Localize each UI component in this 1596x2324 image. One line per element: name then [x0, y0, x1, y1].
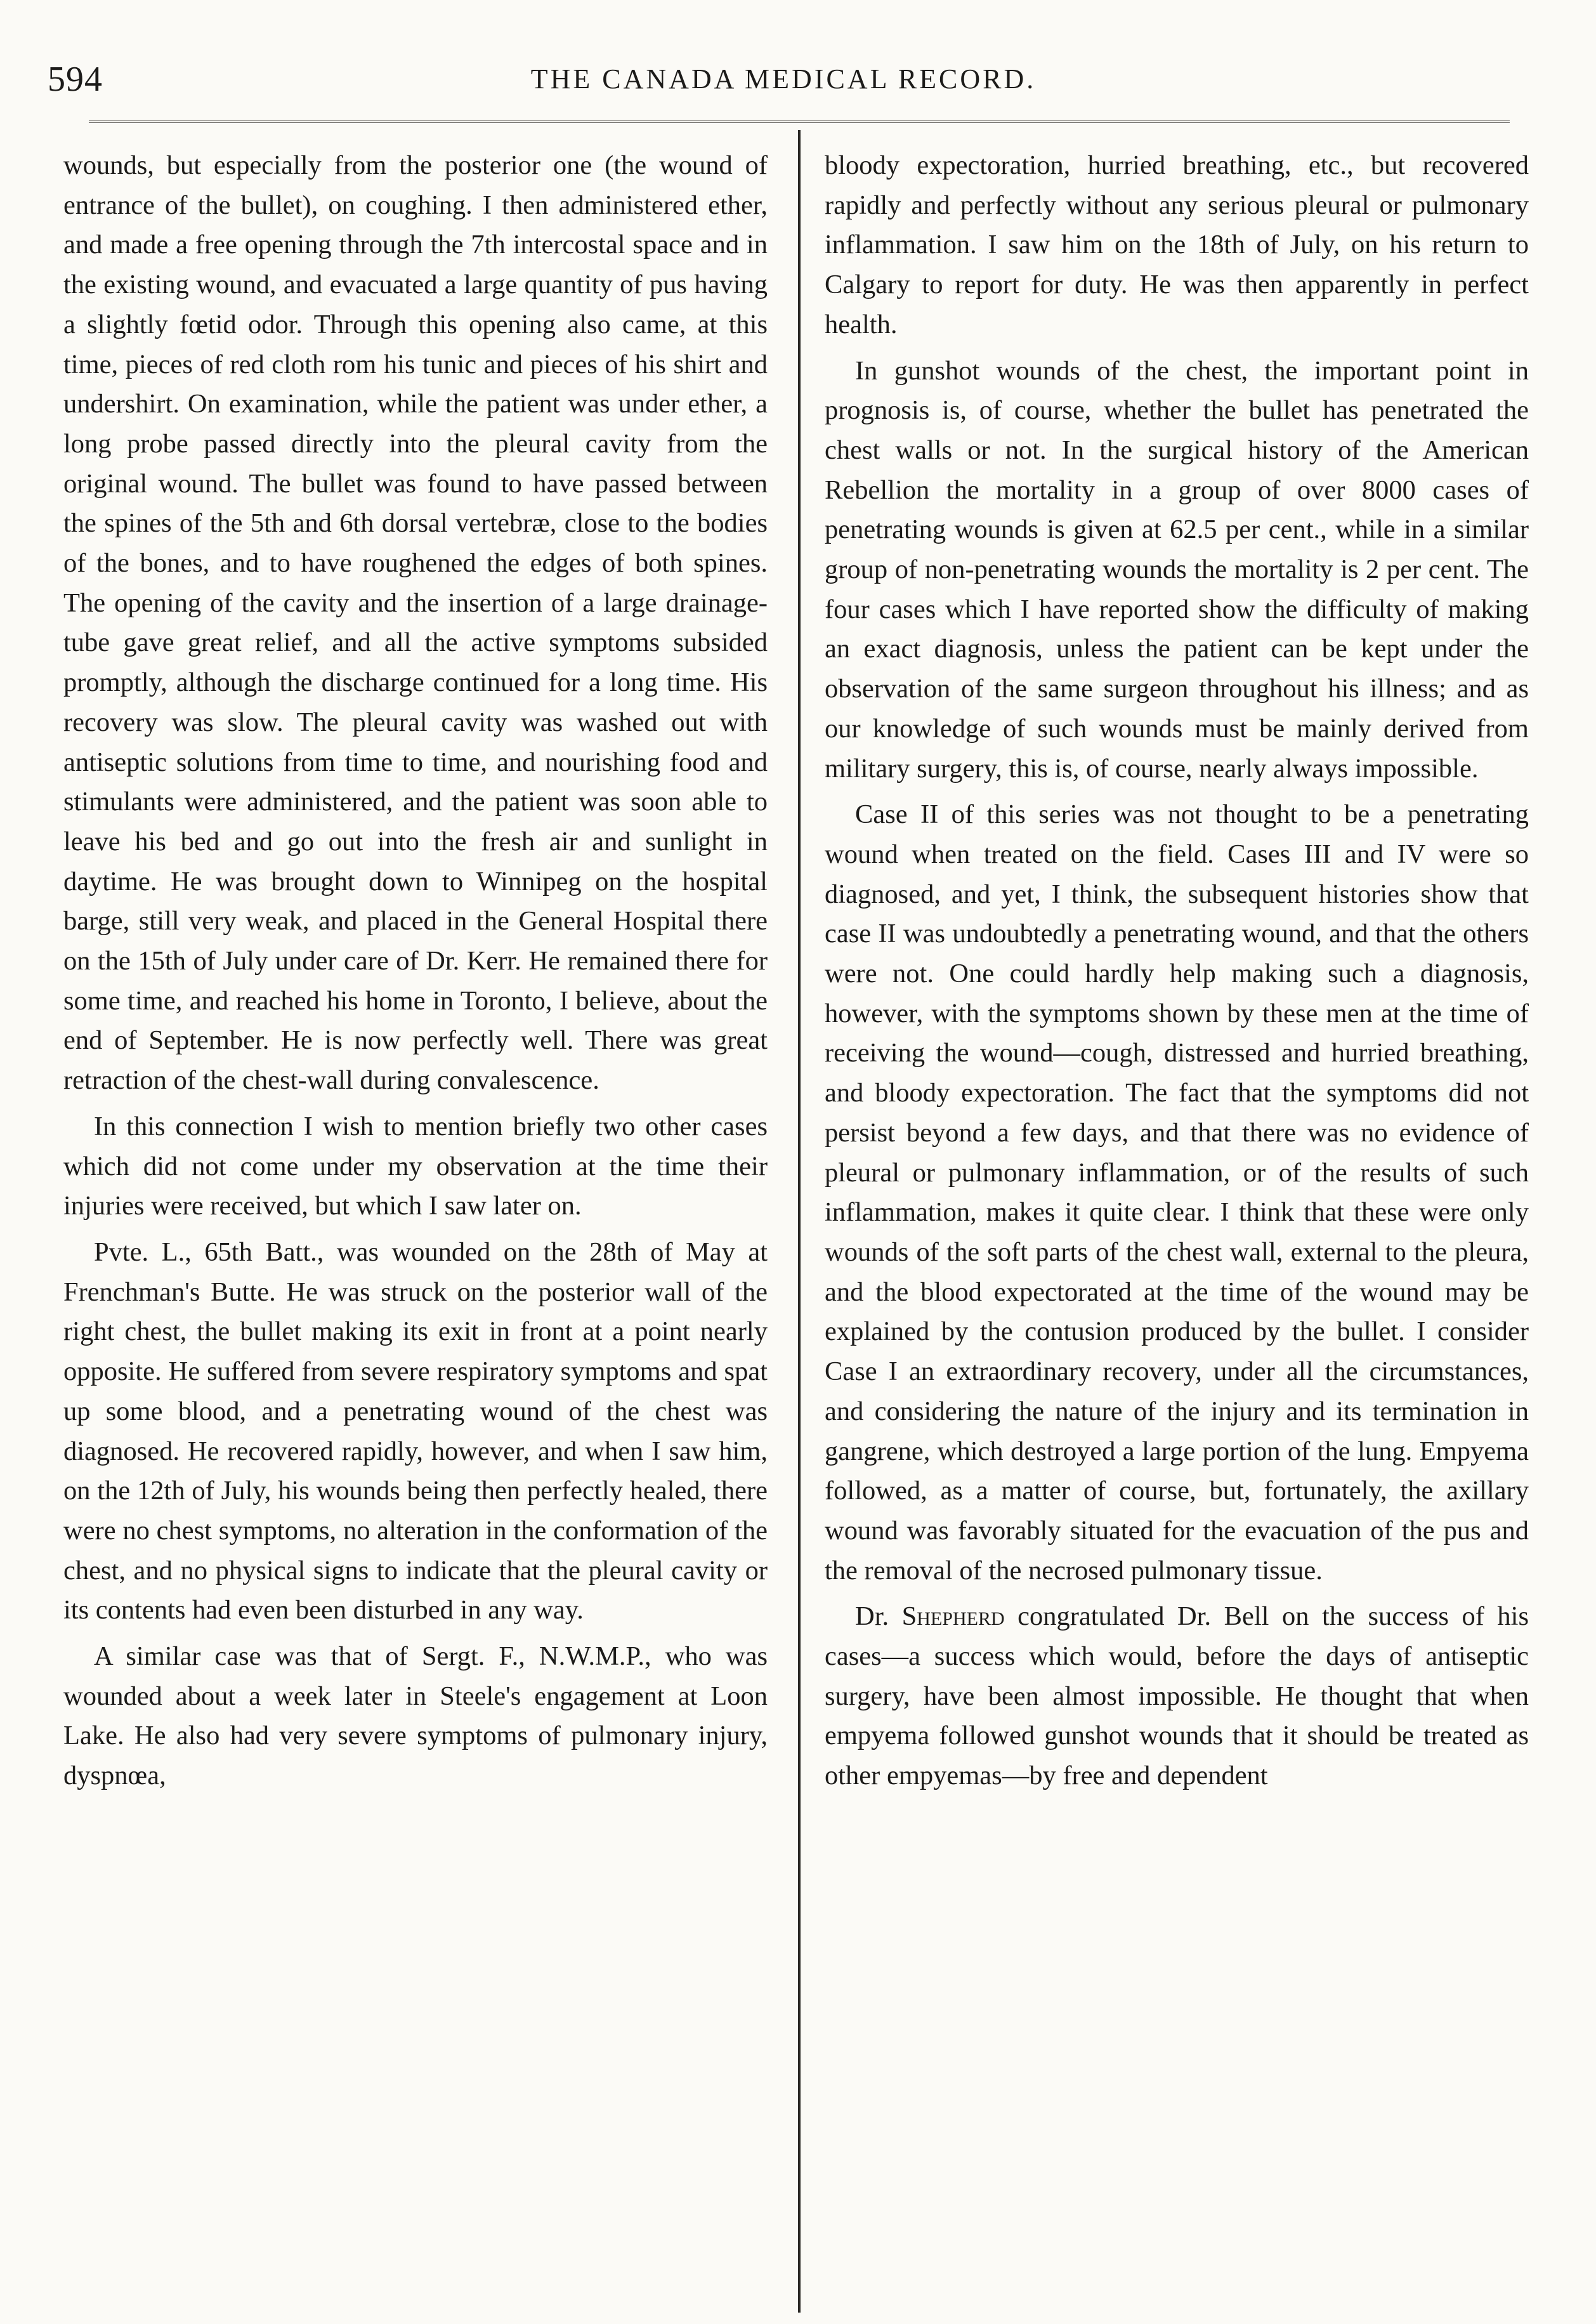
- page-header: [48, 51, 1519, 108]
- column-divider: [798, 130, 801, 2313]
- paragraph-continuation: wounds, but especially from the posterior one (the wound of entrance of the bullet), on coughing. I then administered ether, and made a free opening through the 7th intercostal space and in the existing wound, and evacuated a large quantity of pus having a slightly fœtid odor. Through this opening also came, at this time, pieces of red cloth rom his tunic and pieces of his shirt and undershirt. On examination, while the patient was under ether, a long probe passed directly into the pleural cavity from the original wound. The bullet was found to have passed between the spines of the 5th and 6th dorsal vertebræ, close to the bodies of the bones, and to have roughened the edges of both spines. The opening of the cavity and the insertion of a large drainage-tube gave great relief, and all the active symptoms subsided promptly, although the discharge continued for a long time. His recovery was slow. The pleural cavity was washed out with antiseptic solutions from time to time, and nourishing food and stimulants were administered, and the patient was soon able to leave his bed and go out into the fresh air and sunlight in daytime. He was brought down to Winnipeg on the hospital barge, still very weak, and placed in the General Hospital there on the 15th of July under care of Dr. Kerr. He remained there for some time, and reached his home in Toronto, I believe, about the end of September. He is now perfectly well. There was great retraction of the chest-wall during convalescence.: [63, 150, 768, 1096]
- discussion-text: congratulated Dr. Bell on the success of his cases—a success which would, before the days of antiseptic surgery, have been almost impossible. He thought that when empyema followed gunshot wounds that it should be treated as other empyemas—by free and dependent: [825, 1601, 1529, 1791]
- right-column: [825, 146, 1529, 2303]
- paragraph: Pvte. L., 65th Batt., was wounded on the 28th of May at Frenchman's Butte. He was struck on the posterior wall of the right chest, the bullet making its exit in front at a point nearly opposite. He suffered from severe respiratory symptoms and spat up some blood, and a penetrating wound of the chest was diagnosed. He recovered rapidly, however, and when I saw him, on the 12th of July, his wounds being then perfectly healed, there were no chest symptoms, no alteration in the conformation of the chest, and no physical signs to indicate that the pleural cavity or its contents had even been disturbed in any way.: [63, 1237, 768, 1625]
- paragraph: In gunshot wounds of the chest, the important point in prognosis is, of course, whether the bullet has penetrated the chest walls or not. In the surgical history of the American Rebellion the mortality in a group of over 8000 cases of penetrating wounds is given at 62.5 per cent., while in a similar group of non-penetrating wounds the mortality is 2 per cent. The four cases which I have reported show the difficulty of making an exact diagnosis, unless the patient can be kept under the observation of the same surgeon throughout his illness; and as our knowledge of such wounds must be mainly derived from military surgery, this is, of course, nearly always impossible.: [825, 355, 1529, 784]
- page-number: 594: [48, 60, 103, 99]
- discussion-paragraph: [825, 1597, 1529, 1796]
- paragraph-continuation: bloody expectoration, hurried breathing, etc., but recovered rapidly and perfectly without any serious pleural or pulmonary inflammation. I saw him on the 18th of July, on his return to Calgary to report for duty. He was then apparently in perfect health.: [825, 150, 1529, 339]
- running-title: THE CANADA MEDICAL RECORD.: [530, 63, 1037, 95]
- speaker-name: Shepherd: [901, 1601, 1005, 1632]
- header-rule: [89, 121, 1510, 123]
- left-column: [63, 146, 768, 2303]
- speaker-prefix: Dr.: [855, 1601, 889, 1632]
- paragraph: Case II of this series was not thought to be a penetrating wound when treated on the field. Cases III and IV were so diagnosed, and yet, I think, the subsequent histories show that case II was undoubtedly a penetrating wound, and that the others were not. One could hardly help making such a diagnosis, however, with the symptoms shown by these men at the time of receiving the wound—cough, distressed and hurried breathing, and bloody expectoration. The fact that the symptoms did not persist beyond a few days, and that there was no evidence of pleural or pulmonary inflammation, or of the results of such inflammation, makes it quite clear. I think that these were only wounds of the soft parts of the chest wall, external to the pleura, and the blood expectorated at the time of the wound may be explained by the contusion produced by the bullet. I consider Case I an extraordinary recovery, under all the circumstances, and considering the nature of the injury and its termination in gangrene, which destroyed a large portion of the lung. Empyema followed, as a matter of course, but, fortunately, the axillary wound was favorably situated for the evacuation of the pus and the removal of the necrosed pulmonary tissue.: [825, 799, 1529, 1585]
- paragraph: A similar case was that of Sergt. F., N.W.M.P., who was wounded about a week later in Steele's engagement at Loon Lake. He also had very severe symptoms of pulmonary injury, dyspnœa,: [63, 1641, 768, 1791]
- paragraph: In this connection I wish to mention briefly two other cases which did not come under my observation at the time their injuries were received, but which I saw later on.: [63, 1111, 768, 1221]
